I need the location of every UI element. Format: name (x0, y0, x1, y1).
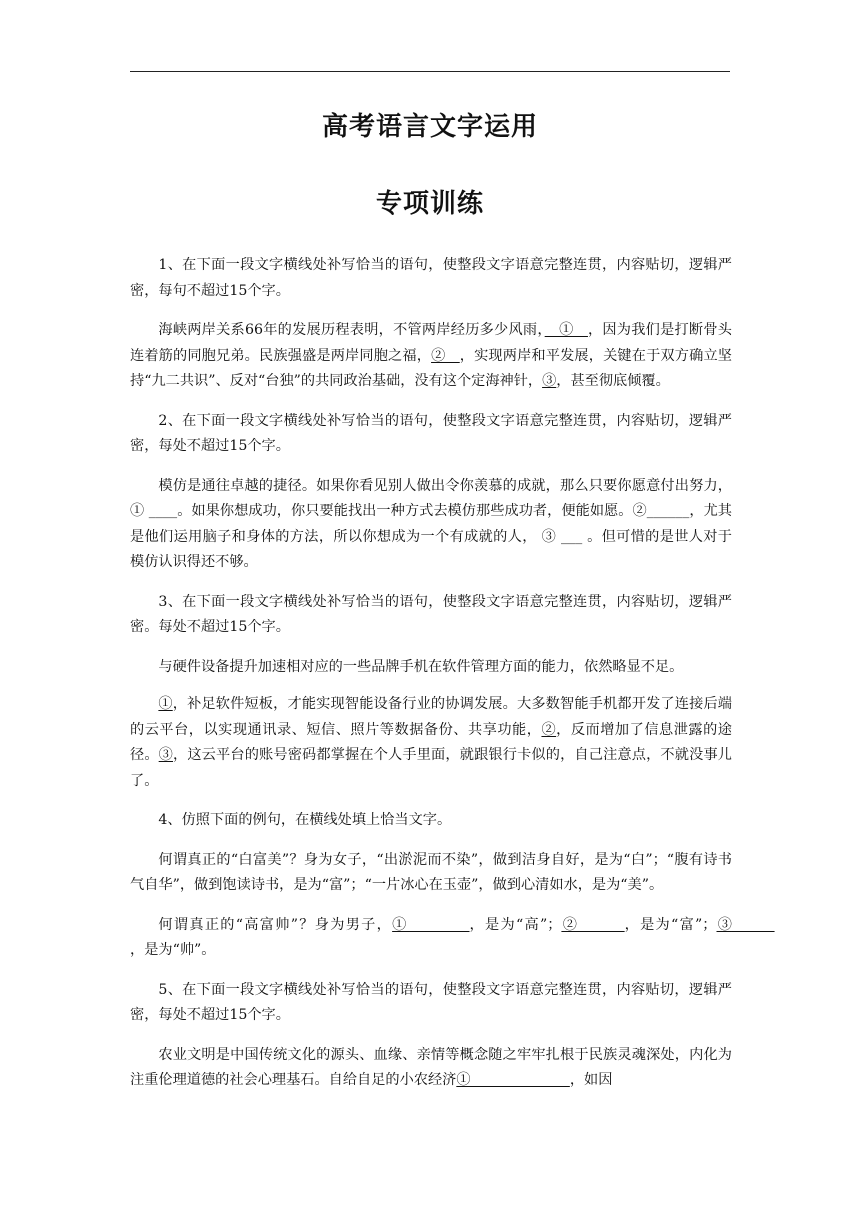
question-4-prompt: 4、仿照下面的例句，在横线处填上恰当文字。 (158, 812, 452, 828)
question-2-prompt: 2、在下面一段文字横线处补写恰当的语句，使整段文字语意完整连贯，内容贴切，逻辑严密，每处不超过15个字。 (130, 412, 732, 454)
q4-blank-3: ③ (716, 916, 775, 933)
q1-text-2: ，因为我们是打断骨头连着筋的同胞兄弟。民族强盛是两岸同胞之福， (130, 322, 732, 364)
question-1-passage (130, 318, 732, 395)
question-1-prompt: 1、在下面一段文字横线处补写恰当的语句，使整段文字语意完整连贯，内容贴切，逻辑严密，每句不超过15个字。 (130, 257, 732, 299)
q3-text-2: ，反而增加了信息泄露的途径。 (130, 721, 732, 763)
question-4-example: 何谓真正的“白富美”？身为女子，“出淤泥而不染”，做到洁身自好，是为“白”；“腹有诗书气自华”，做到饱读诗书，是为“富”；“一片冰心在玉壶”，做到心清如水，是为“美”。 (130, 851, 732, 893)
q4-blank-2: ② (561, 916, 625, 933)
q1-blank-3: ③ (542, 373, 557, 389)
q1-blank-2: ② (431, 347, 460, 364)
question-4-exercise (130, 913, 775, 964)
q4-text-2: ，是为“高”； (469, 916, 562, 933)
q3-text-3: ，这云平台的账号密码都掌握在个人手里面，就跟银行卡似的，自己注意点，不就没事儿了。 (130, 747, 732, 789)
q3-blank-3: ③ (158, 747, 174, 763)
q1-text-4: ，甚至彻底倾覆。 (556, 373, 670, 389)
q5-text-2: ，如因 (569, 1072, 613, 1088)
q1-text-3: ，实现两岸和平发展，关键在于双方确立坚持“九二共识”、反对“台独”的共同政治基础，没有这个定海神针， (130, 347, 732, 389)
document-body (130, 253, 775, 1108)
q4-text-1: 何谓真正的“高富帅”？身为男子， (158, 916, 393, 933)
header-rule (130, 71, 730, 72)
page-subtitle: 专项训练 (375, 189, 484, 219)
q3-text-1: ，补足软件短板，才能实现智能设备行业的协调发展。大多数智能手机都开发了连接后端的云平台，以实现通讯录、短信、照片等数据备份、共享功能， (130, 696, 732, 738)
question-3-intro: 与硬件设备提升加速相对应的一些品牌手机在软件管理方面的能力，依然略显不足。 (158, 658, 684, 675)
q1-text-1: 海峡两岸关系66年的发展历程表明，不管两岸经历多少风雨， (158, 322, 545, 338)
q4-text-4: ，是为“帅”。 (130, 942, 216, 958)
q4-text-3: ，是为“富”； (624, 916, 717, 933)
q3-blank-2: ② (541, 721, 557, 738)
question-5-prompt: 5、在下面一段文字横线处补写恰当的语句，使整段文字语意完整连贯，内容贴切，逻辑严密，每处不超过15个字。 (130, 981, 732, 1023)
q5-text-1: 农业文明是中国传统文化的源头、血缘、亲情等概念随之牢牢扎根于民族灵魂深处，内化为注重伦理道德的社会心理基石。自给自足的小农经济 (130, 1046, 732, 1088)
q1-blank-1: ① (544, 322, 588, 338)
question-3-passage (130, 692, 732, 794)
q3-blank-1: ① (158, 696, 173, 712)
question-3-prompt: 3、在下面一段文字横线处补写恰当的语句，使整段文字语意完整连贯，内容贴切，逻辑严密。每处不超过15个字。 (130, 593, 732, 635)
question-5-passage (130, 1043, 732, 1094)
question-2-passage: 模仿是通往卓越的捷径。如果你看见别人做出令你羡慕的成就，那么只要你愿意付出努力， ① ____。如果你想成功，你只要能找出一种方式去模仿那些成功者，便能如愿。②______，尤其是他们运用脑子和身体的方法，所以你想成为一个有成就的人， ③ ___ 。但可惜的是世人对于模仿认识得还不够。 (130, 477, 732, 570)
q5-blank-1: ① (456, 1072, 570, 1088)
q4-blank-1: ① (392, 916, 470, 933)
page-title: 高考语言文字运用 (321, 112, 538, 142)
